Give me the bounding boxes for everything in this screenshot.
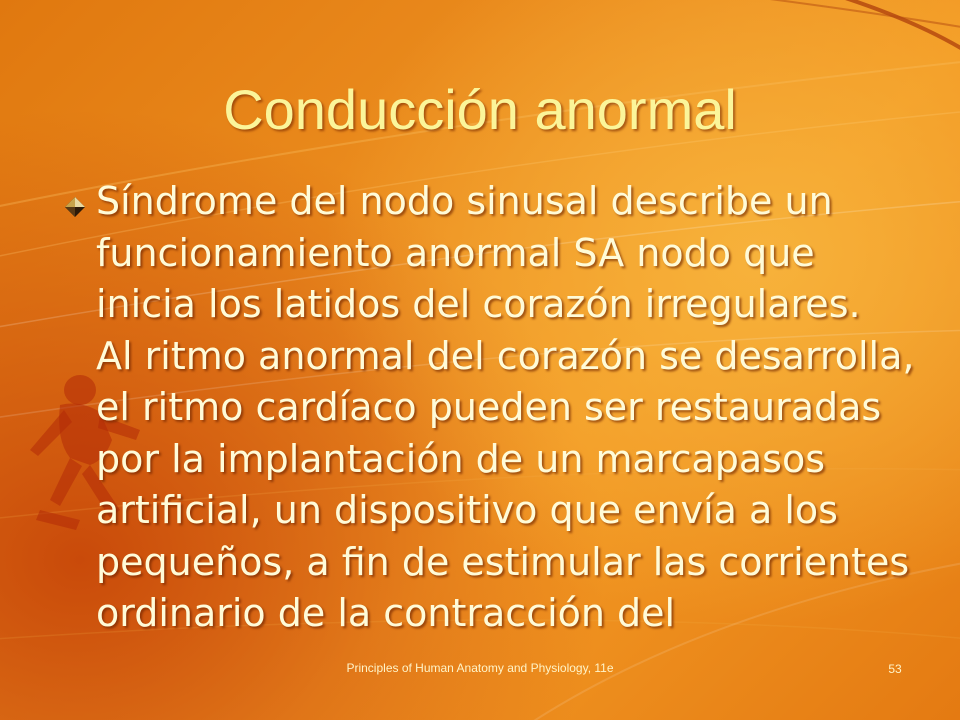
page-number: 53 bbox=[888, 662, 902, 676]
footer-text: Principles of Human Anatomy and Physiology, 11e bbox=[346, 661, 614, 675]
bullet-text: Síndrome del nodo sinusal describe un funcionamiento anormal SA nodo que inicia los latidos del corazón irregulares. Al ritmo anormal del corazón se desarrolla, el ritmo cardíaco pueden ser restauradas por la implantación de un marcapasos artificial, un dispositivo que envía a los pequeños, a fin de estimular las corrientes ordinario de la contracción del bbox=[96, 179, 915, 635]
diamond-bullet-icon bbox=[64, 196, 86, 218]
slide-title: Conducción anormal bbox=[223, 78, 737, 141]
